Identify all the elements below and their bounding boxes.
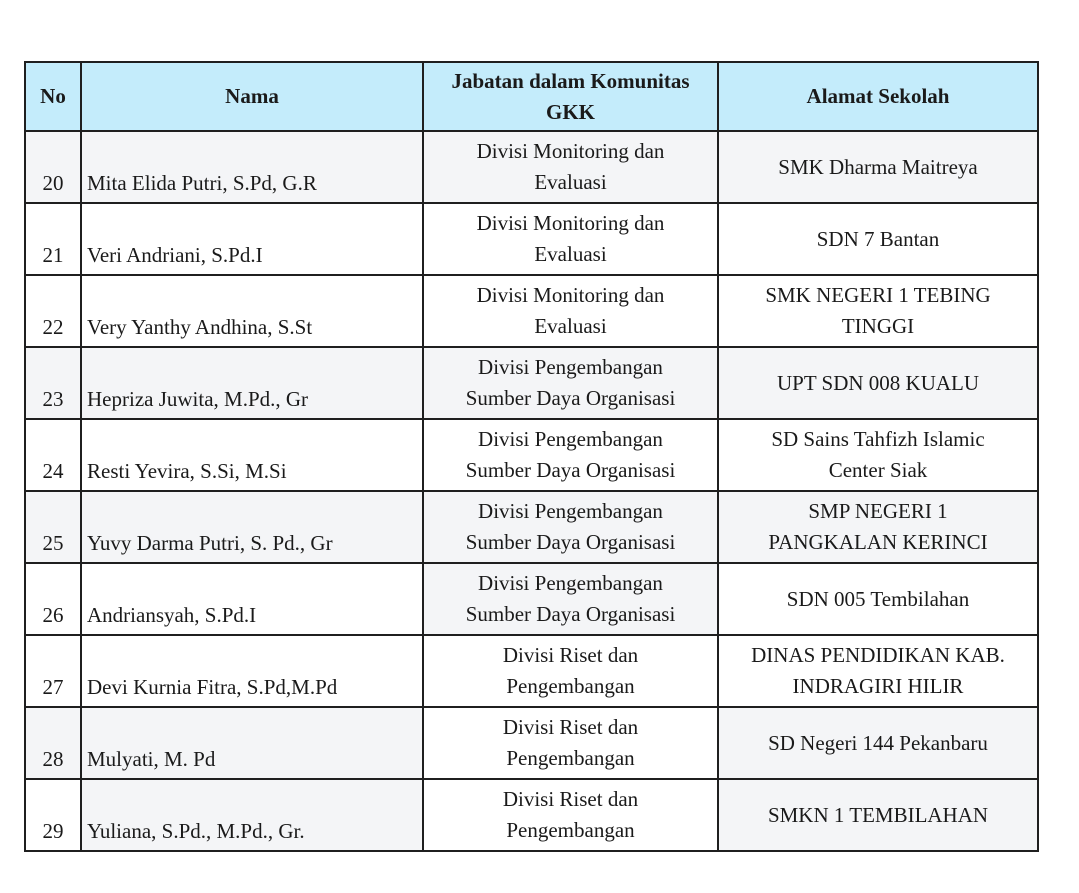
cell-nama: Yuvy Darma Putri, S. Pd., Gr	[81, 491, 423, 563]
cell-no: 23	[25, 347, 81, 419]
cell-alamat: UPT SDN 008 KUALU	[718, 347, 1038, 419]
cell-nama: Andriansyah, S.Pd.I	[81, 563, 423, 635]
table-row	[25, 419, 1038, 491]
cell-no: 26	[25, 563, 81, 635]
cell-alamat: DINAS PENDIDIKAN KAB. INDRAGIRI HILIR	[718, 635, 1038, 707]
table-row	[25, 347, 1038, 419]
cell-jabatan: Divisi Pengembangan Sumber Daya Organisasi	[423, 491, 718, 563]
table-row	[25, 563, 1038, 635]
cell-no: 25	[25, 491, 81, 563]
cell-nama: Resti Yevira, S.Si, M.Si	[81, 419, 423, 491]
cell-alamat: SDN 7 Bantan	[718, 203, 1038, 275]
table-row	[25, 491, 1038, 563]
table-row	[25, 275, 1038, 347]
header-no: No	[25, 62, 81, 131]
cell-jabatan: Divisi Riset dan Pengembangan	[423, 779, 718, 851]
cell-no: 21	[25, 203, 81, 275]
cell-alamat: SMP NEGERI 1 PANGKALAN KERINCI	[718, 491, 1038, 563]
cell-alamat: SDN 005 Tembilahan	[718, 563, 1038, 635]
cell-jabatan: Divisi Pengembangan Sumber Daya Organisasi	[423, 419, 718, 491]
cell-nama: Veri Andriani, S.Pd.I	[81, 203, 423, 275]
cell-nama: Yuliana, S.Pd., M.Pd., Gr.	[81, 779, 423, 851]
cell-jabatan: Divisi Monitoring dan Evaluasi	[423, 275, 718, 347]
cell-alamat: SD Negeri 144 Pekanbaru	[718, 707, 1038, 779]
cell-jabatan: Divisi Pengembangan Sumber Daya Organisasi	[423, 347, 718, 419]
cell-nama: Mita Elida Putri, S.Pd, G.R	[81, 131, 423, 203]
cell-nama: Hepriza Juwita, M.Pd., Gr	[81, 347, 423, 419]
cell-no: 28	[25, 707, 81, 779]
cell-no: 22	[25, 275, 81, 347]
table-header-row	[25, 62, 1038, 131]
table-row	[25, 131, 1038, 203]
cell-jabatan: Divisi Pengembangan Sumber Daya Organisasi	[423, 563, 718, 635]
cell-jabatan: Divisi Riset dan Pengembangan	[423, 707, 718, 779]
cell-nama: Mulyati, M. Pd	[81, 707, 423, 779]
cell-jabatan: Divisi Monitoring dan Evaluasi	[423, 131, 718, 203]
header-jabatan: Jabatan dalam Komunitas GKK	[423, 62, 718, 131]
cell-no: 27	[25, 635, 81, 707]
cell-jabatan: Divisi Riset dan Pengembangan	[423, 635, 718, 707]
cell-no: 24	[25, 419, 81, 491]
table-row	[25, 779, 1038, 851]
header-alamat: Alamat Sekolah	[718, 62, 1038, 131]
cell-no: 20	[25, 131, 81, 203]
cell-nama: Devi Kurnia Fitra, S.Pd,M.Pd	[81, 635, 423, 707]
cell-jabatan: Divisi Monitoring dan Evaluasi	[423, 203, 718, 275]
member-table	[24, 61, 1039, 852]
table-row	[25, 707, 1038, 779]
cell-no: 29	[25, 779, 81, 851]
table-row	[25, 635, 1038, 707]
cell-alamat: SMK Dharma Maitreya	[718, 131, 1038, 203]
cell-alamat: SMKN 1 TEMBILAHAN	[718, 779, 1038, 851]
cell-alamat: SD Sains Tahfizh Islamic Center Siak	[718, 419, 1038, 491]
header-nama: Nama	[81, 62, 423, 131]
cell-alamat: SMK NEGERI 1 TEBING TINGGI	[718, 275, 1038, 347]
table-row	[25, 203, 1038, 275]
cell-nama: Very Yanthy Andhina, S.St	[81, 275, 423, 347]
